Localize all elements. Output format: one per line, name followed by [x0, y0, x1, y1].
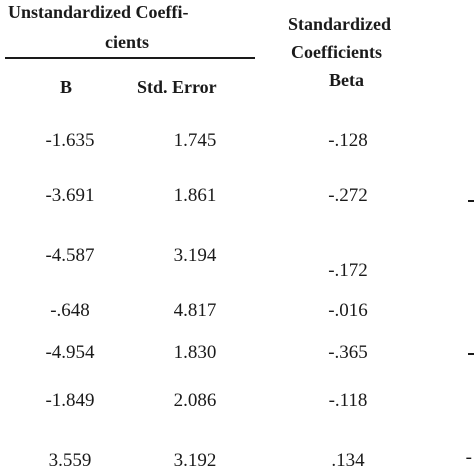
standardized-header-line3: Beta	[329, 70, 364, 90]
cell-beta: -.118	[328, 390, 368, 411]
cell-b: -1.849	[45, 390, 95, 411]
cell-std-error: 2.086	[173, 390, 217, 411]
unstandardized-header-line2: cients	[105, 32, 149, 52]
cell-beta: -.016	[328, 300, 368, 321]
cell-b: -3.691	[45, 185, 95, 206]
clipped-column-mark: -	[465, 447, 472, 468]
cell-std-error: 1.861	[173, 185, 217, 206]
cell-beta: .134	[331, 450, 365, 471]
cell-b: -4.954	[45, 342, 95, 363]
standardized-header-line2: Coefficients	[291, 42, 382, 62]
column-header-b: B	[60, 77, 73, 97]
cell-b: -4.587	[45, 245, 95, 266]
cell-b: -.648	[50, 300, 90, 321]
cell-beta: -.128	[328, 130, 368, 151]
clipped-column-mark	[468, 200, 474, 202]
clipped-column-mark	[468, 353, 474, 355]
cell-std-error: 3.192	[173, 450, 217, 471]
cell-b: 3.559	[48, 450, 92, 471]
unstandardized-header-line1: Unstandardized Coeffi-	[8, 2, 189, 22]
cell-b: -1.635	[45, 130, 95, 151]
standardized-header-line1: Standardized	[288, 14, 392, 34]
cell-std-error: 1.830	[173, 342, 217, 363]
cell-std-error: 3.194	[173, 245, 217, 266]
unstandardized-group-rule	[5, 57, 255, 59]
cell-std-error: 1.745	[173, 130, 217, 151]
column-header-std-error: Std. Error	[137, 77, 217, 97]
cell-beta: -.272	[328, 185, 368, 206]
cell-std-error: 4.817	[173, 300, 217, 321]
cell-beta: -.172	[328, 260, 368, 281]
cell-beta: -.365	[328, 342, 368, 363]
